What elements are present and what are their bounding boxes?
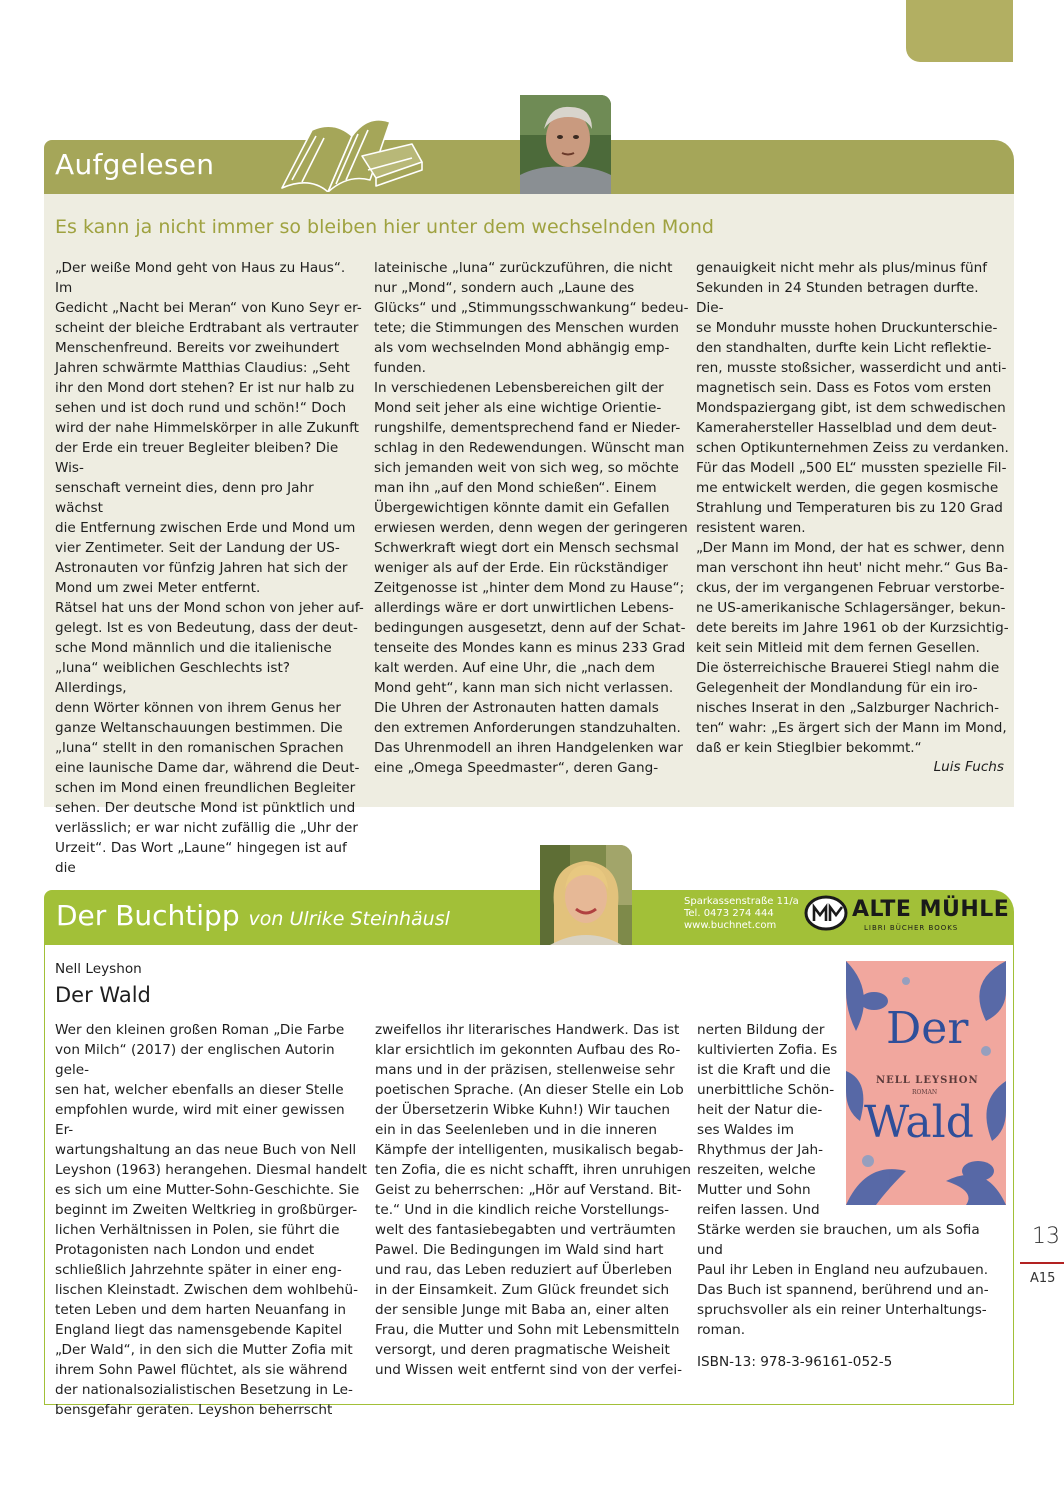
book-cover (846, 961, 1006, 1205)
shop-name: ALTE MÜHLE (852, 897, 1010, 922)
aufgelesen-title: Aufgelesen (55, 148, 215, 181)
aufgelesen-body (44, 194, 1014, 876)
aufgelesen-heading: Es kann ja nicht immer so bleiben hier unter dem wechselnden Mond (55, 216, 714, 238)
cover-title-der: Der (886, 1003, 969, 1054)
cover-title-wald: Wald (864, 1097, 974, 1148)
book-title: Der Wald (55, 983, 151, 1007)
page-code: A15 (1030, 1271, 1056, 1286)
aufgelesen-column-3: genauigkeit nicht mehr als plus/minus fünf Sekunden in 24 Stunden betragen durfte. Die- se Monduhr musste hohen Druckunterschie- den standhalten, durfte kein Licht reflektie- ren, musste stoßsicher, wasserdicht und anti- magnetisch sein. Dass es Fotos vom ersten Mondspaziergang gibt, ist dem schwedischen Kamerahersteller Hasselblad und dem deut- schen Optikunternehmen Zeiss zu verdanken. Für das Modell „500 EL“ mussten spezielle Fil- me entwickelt werden, die gegen kosmische Strahlung und Temperaturen bis zu 120 Grad resistent waren. „Der Mann im Mond, der hat es schwer, denn man verschont ihn heut' nicht mehr.“ Gus Ba- ckus, der im vergangenen Februar verstorbe- ne US-amerikanische Schlagersänger, bekun- dete bereits im Jahre 1961 ob der Kurzsichtig- keit sein Mitleid mit dem fernen Gesellen. Die österreichische Brauerei Stiegl nahm die Gelegenheit der Mondlandung für ein iro- nisches Inserat in den „Salzburger Nachrich- ten“ wahr: „Es ärgert sich der Mann im Mond, daß er kein Stieglbier bekommt.“ (696, 260, 1009, 756)
shop-address: Sparkassenstraße 11/a Tel. 0473 274 444 www.buchnet.com (684, 896, 799, 931)
page-corner-tab (906, 0, 1013, 62)
open-book-icon (272, 100, 424, 192)
buchtipp-column-2: zweifellos ihr literarisches Handwerk. Das ist klar ersichtlich im gekonnten Aufbau des Ro- mans und in der präzisen, stellenweise sehr poetischen Sprache. (An dieser Stelle ein Lob der Übersetzerin Wibke Kuhn!) Wir tauchen ein in das Seelenleben und in die inneren Kämpfe der intelligenten, musikalisch begab- ten Zofia, die es nicht schafft, ihren unruhigen Geist zu beherrschen: „Hör auf Verstand. Bit- te.“ Und in die kindlich reiche Vorstellungs- welt des fantasiebegabten und verträumten Pawel. Die Bedingungen im Wald sind hart und rau, das Leben reduziert auf Überleben in der Einsamkeit. Zum Glück freundet sich der sensible Junge mit Baba an, einer alten Frau, die Mutter und Sohn mit Lebensmitteln versorgt, und deren pragmatische Weisheit und Wissen weit entfernt sind von der verfei- (375, 1022, 692, 1378)
author-photo-ulrike-steinhaeusl (540, 845, 632, 945)
aufgelesen-column-1: „Der weiße Mond geht von Haus zu Haus“. Im Gedicht „Nacht bei Meran“ von Kuno Seyr er- scheint der bleiche Erdtrabant als vertrauter Menschenfreund. Bereits vor zweihundert Jahren schwärmte Matthias Claudius: „Seht ihr den Mond dort stehen? Er ist nur halb zu sehen und ist doch rund und schön!“ Doch wird der nahe Himmelskörper in alle Zukunft der Erde ein treuer Begleiter bleiben? Die Wis- senschaft verneint dies, denn pro Jahr wächst die Entfernung zwischen Erde und Mond um vier Zentimeter. Seit der Landung der US- Astronauten vor fünfzig Jahren hat sich der Mond um zwei Meter entfernt. Rätsel hat uns der Mond schon von jeher auf- gelegt. Ist es von Bedeutung, dass der deut- sche Mond männlich und die italienische „luna“ weiblichen Geschlechts ist? Allerdings, denn Wörter können von ihrem Genus her ganze Weltanschauungen bestimmen. Die „luna“ stellt in den romanischen Sprachen eine launische Dame dar, während die Deut- schen im Mond einen freundlichen Begleiter sehen. Der deutsche Mond ist pünktlich und verlässlich; er war nicht zufällig die „Uhr der Urzeit“. Das Wort „Laune“ hingegen ist auf die (55, 260, 364, 876)
alte-muehle-logo (804, 893, 1010, 939)
book-author: Nell Leyshon (55, 961, 142, 977)
mill-logo-icon (804, 895, 848, 931)
cover-subtitle: ROMAN (912, 1089, 938, 1096)
buchtipp-title-text: Der Buchtipp (56, 899, 240, 932)
buchtipp-column-3-top: nerten Bildung der kultivierten Zofia. Es ist die Kraft und die unerbittliche Schön- heit der Natur die- ses Waldes im Rhythmus der Jah- reszeiten, welche Mutter und Sohn reifen lassen. Und (697, 1022, 838, 1218)
buchtipp-column-1: Wer den kleinen großen Roman „Die Farbe von Milch“ (2017) der englischen Autorin gele- sen hat, welcher ebenfalls an dieser Stelle empfohlen wurde, wird mit einer gewissen Er- wartungshaltung an das neue Buch von Nell Leyshon (1963) herangehen. Diesmal handelt es sich um eine Mutter-Sohn-Geschichte. Sie beginnt im Zweiten Weltkrieg in großbürger- lichen Verhältnissen in Polen, sie führt die Protagonisten nach London und endet schließlich Jahrzehnte später in einer eng- lischen Kleinstadt. Zwischen dem wohlbehü- teten Leben und dem harten Neuanfang in England liegt das namensgebende Kapitel „Der Wald“, in den sich die Mutter Zofia mit ihrem Sohn Pawel flüchtet, als sie während der nationalsozialistischen Besetzung in Le- bensgefahr geraten. Leyshon beherrscht (55, 1022, 367, 1418)
aufgelesen-signature: Luis Fuchs (933, 759, 1004, 775)
buchtipp-column-3-bottom: Stärke werden sie brauchen, um als Sofia und Paul ihr Leben in England neu aufzubauen. Das Buch ist spannend, berührend und an- spruchsvoller als ein reiner Unterhaltungs- roman. (697, 1222, 989, 1338)
author-photo-luis-fuchs (520, 95, 611, 194)
buchtipp-title (56, 899, 450, 932)
aufgelesen-column-2: lateinische „luna“ zurückzuführen, die nicht nur „Mond“, sondern auch „Laune des Glücks“ und „Stimmungsschwankung“ bedeu- tete; die Stimmungen des Menschen wurden als vom wechselnden Mond abhängig emp- funden. In verschiedenen Lebensbereichen gilt der Mond seit jeher als eine wichtige Orientie- rungshilfe, dementsprechend fand er Nieder- schlag in den Redewendungen. Wünscht man sich jemanden weit von sich weg, so möchte man ihn „auf den Mond schießen“. Einem Übergewichtigen könnte damit ein Gefallen erwiesen werden, denn wegen der geringeren Schwerkraft wiegt dort ein Mensch sechsmal weniger als auf der Erde. Ein rückständiger Zeitgenosse ist „hinter dem Mond zu Hause“; allerdings wäre er dort unwirtlichen Lebens- bedingungen ausgesetzt, denn auf der Schat- tenseite des Mondes kann es minus 233 Grad kalt werden. Auf eine Uhr, die „nach dem Mond geht“, kann man sich nicht verlassen. Die Uhren der Astronauten hatten damals den extremen Anforderungen standzuhalten. Das Uhrenmodell an ihren Handgelenken war eine „Omega Speedmaster“, deren Gang- (374, 260, 689, 776)
buchtipp-body (44, 945, 1014, 1418)
cover-author: NELL LEYSHON (876, 1075, 979, 1086)
book-isbn: ISBN-13: 978-3-96161-052-5 (697, 1354, 893, 1370)
shop-tagline: LIBRI BÜCHER BOOKS (864, 924, 959, 932)
page-number: 13 (1032, 1224, 1060, 1249)
page-number-divider (1020, 1262, 1064, 1264)
buchtipp-byline: von Ulrike Steinhäusl (248, 908, 450, 930)
